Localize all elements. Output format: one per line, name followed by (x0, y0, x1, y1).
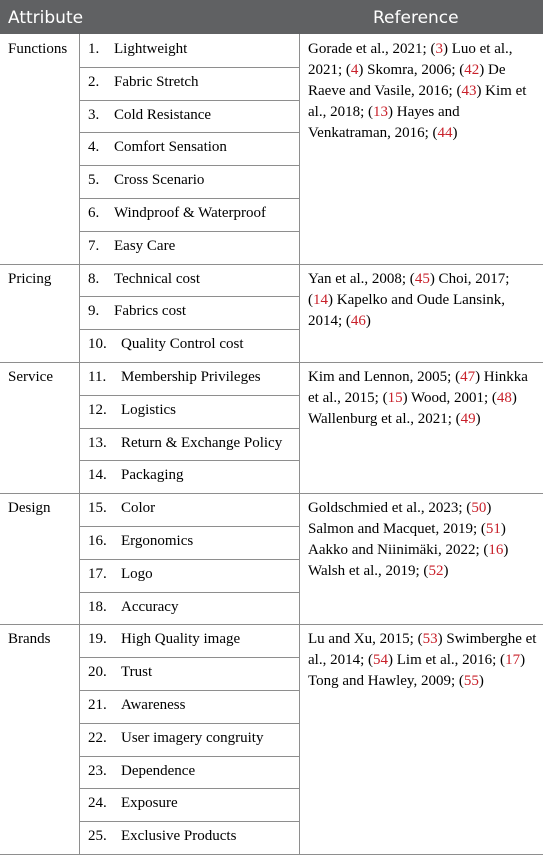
item-label: Quality Control cost (121, 336, 244, 353)
attribute-item (88, 369, 293, 389)
reference-number: 15 (387, 390, 403, 406)
item-label: Lightweight (114, 41, 188, 57)
reference-segment: ) Aakko and Niinimäki, 2022; ( (308, 521, 506, 559)
item-divider (79, 67, 299, 68)
attribute-item (88, 566, 293, 586)
reference-segment: ) Choi, 2017; ( (308, 270, 510, 308)
reference-segment: ) Hinkka et al., 2015; ( (308, 369, 528, 406)
item-divider (79, 132, 299, 133)
item-number: 13. (88, 434, 107, 451)
item-label: Fabrics cost (114, 303, 187, 320)
reference-segment: Lu and Xu, 2015; ( (308, 631, 423, 648)
attribute-item (88, 763, 293, 783)
column-divider (299, 264, 300, 362)
item-divider (79, 460, 299, 461)
item-number: 15. (88, 500, 107, 517)
column-divider (299, 493, 300, 624)
item-number: 20. (88, 664, 107, 681)
item-divider (79, 526, 299, 527)
row-divider (0, 362, 543, 363)
attribute-item (88, 664, 293, 684)
reference-text (308, 498, 538, 582)
item-label: Technical cost (114, 270, 200, 287)
row-divider (0, 854, 543, 855)
attribute-item (88, 467, 293, 487)
reference-number: 43 (461, 83, 477, 99)
item-label: Membership Privileges (121, 369, 261, 385)
attribute-item (88, 172, 293, 192)
item-number: 8. (88, 270, 100, 287)
attribute-item (88, 435, 293, 455)
reference-number: 44 (437, 125, 453, 141)
row-divider (0, 493, 543, 494)
item-label: Dependence (121, 762, 196, 779)
reference-number: 4 (350, 62, 359, 78)
item-number: 21. (88, 697, 107, 713)
reference-number: 14 (313, 291, 328, 308)
reference-segment: ) Wallenburg et al., 2021; ( (308, 390, 517, 427)
attribute-item (88, 139, 293, 159)
category-label: Functions (8, 41, 68, 57)
reference-number: 17 (505, 652, 521, 669)
item-number: 16. (88, 533, 107, 549)
reference-number: 52 (428, 563, 444, 580)
reference-number: 51 (485, 521, 501, 538)
item-divider (79, 395, 299, 396)
item-number: 4. (88, 139, 100, 156)
item-number: 23. (88, 762, 107, 779)
item-divider (79, 821, 299, 822)
reference-segment: ) Swimberghe et al., 2014; ( (308, 631, 537, 669)
attribute-item (88, 303, 293, 323)
header-attribute: Attribute (8, 8, 84, 28)
item-number: 11. (88, 369, 107, 385)
item-divider (79, 165, 299, 166)
attribute-item (88, 500, 293, 520)
item-number: 14. (88, 467, 107, 484)
item-divider (79, 657, 299, 658)
reference-segment: ) (478, 673, 484, 690)
reference-segment: ) De Raeve and Vasile, 2016; ( (308, 62, 506, 99)
item-label: Color (121, 500, 156, 517)
category-label: Pricing (8, 270, 52, 287)
column-divider (299, 34, 300, 264)
reference-segment: ) Kim et al., 2018; ( (308, 83, 527, 120)
reference-text (308, 39, 538, 144)
item-label: Packaging (121, 467, 184, 484)
reference-segment: Gorade et al., 2021; ( (308, 41, 436, 57)
item-divider (79, 559, 299, 560)
item-label: Cross Scenario (114, 172, 205, 189)
column-divider (79, 624, 80, 854)
reference-number: 42 (464, 62, 480, 78)
item-number: 3. (88, 106, 100, 123)
item-divider (79, 788, 299, 789)
item-divider (79, 690, 299, 691)
attribute-item (88, 74, 293, 94)
reference-number: 50 (471, 500, 487, 517)
attribute-item (88, 402, 293, 422)
item-label: Return & Exchange Policy (121, 434, 283, 451)
header-reference: Reference (373, 8, 459, 28)
item-label: User imagery congruity (121, 729, 264, 746)
item-divider (79, 100, 299, 101)
reference-number: 54 (373, 652, 388, 669)
row-divider (0, 264, 543, 265)
item-divider (79, 231, 299, 232)
column-divider (79, 362, 80, 493)
reference-number: 55 (463, 673, 479, 690)
item-number: 18. (88, 598, 107, 615)
attribute-item (88, 533, 293, 553)
table-header (0, 0, 543, 34)
reference-segment: ) Wood, 2001; ( (402, 390, 497, 406)
item-divider (79, 296, 299, 297)
row-divider (0, 624, 543, 625)
reference-number: 13 (373, 104, 388, 120)
item-divider (79, 329, 299, 330)
reference-segment: ) Lim et al., 2016; ( (388, 652, 506, 669)
item-label: Easy Care (114, 237, 176, 254)
item-number: 24. (88, 795, 107, 812)
item-label: Comfort Sensation (114, 139, 227, 156)
item-label: High Quality image (121, 631, 241, 648)
attribute-item (88, 795, 293, 815)
item-label: Fabric Stretch (114, 73, 199, 90)
attribute-item (88, 730, 293, 750)
reference-text (308, 629, 538, 692)
item-label: Cold Resistance (114, 106, 212, 123)
reference-number: 3 (435, 41, 443, 57)
attribute-item (88, 271, 293, 291)
item-divider (79, 756, 299, 757)
attribute-item (88, 41, 293, 61)
attribute-item (88, 238, 293, 258)
reference-number: 49 (460, 411, 476, 427)
attribute-item (88, 828, 293, 848)
item-divider (79, 723, 299, 724)
reference-segment: ) Salmon and Macquet, 2019; ( (308, 500, 492, 538)
item-number: 17. (88, 565, 107, 582)
item-label: Exclusive Products (121, 828, 237, 845)
item-label: Trust (121, 664, 153, 681)
item-number: 7. (88, 237, 100, 254)
column-divider (79, 493, 80, 624)
item-number: 9. (88, 303, 100, 320)
column-divider (299, 362, 300, 493)
reference-number: 16 (488, 542, 504, 559)
item-divider (79, 592, 299, 593)
reference-number: 45 (414, 270, 430, 287)
item-divider (79, 428, 299, 429)
item-label: Accuracy (121, 598, 179, 615)
column-divider (79, 34, 80, 264)
reference-segment: Yan et al., 2008; ( (308, 270, 415, 287)
item-number: 19. (88, 631, 107, 648)
reference-number: 47 (460, 369, 476, 385)
reference-segment: ) (443, 563, 449, 580)
reference-segment: ) Skomra, 2006; ( (358, 62, 465, 78)
item-number: 25. (88, 828, 107, 845)
reference-segment: ) (475, 411, 481, 427)
item-number: 10. (88, 336, 107, 353)
attribute-item (88, 107, 293, 127)
reference-segment: ) Kapelko and Oude Lansink, 2014; ( (308, 291, 506, 329)
reference-segment: ) Luo et al., 2021; ( (308, 41, 513, 78)
item-label: Logo (121, 565, 153, 582)
item-label: Awareness (121, 697, 186, 713)
attribute-item (88, 205, 293, 225)
item-label: Exposure (121, 795, 178, 812)
reference-segment: ) Hayes and Venkatraman, 2016; ( (308, 104, 460, 141)
item-divider (79, 198, 299, 199)
item-number: 5. (88, 172, 100, 189)
reference-text (308, 269, 538, 332)
item-number: 12. (88, 401, 107, 418)
reference-segment: Goldschmied et al., 2023; ( (308, 500, 472, 517)
attribute-item (88, 336, 293, 356)
item-number: 22. (88, 729, 107, 746)
reference-number: 53 (422, 631, 438, 648)
category-label: Design (8, 500, 51, 517)
column-divider (79, 264, 80, 362)
item-number: 6. (88, 205, 100, 221)
attribute-item (88, 599, 293, 619)
reference-segment: ) (452, 125, 458, 141)
item-label: Ergonomics (121, 533, 194, 549)
item-label: Logistics (121, 401, 176, 418)
attribute-item (88, 697, 293, 717)
reference-number: 48 (496, 390, 512, 406)
reference-segment: ) Tong and Hawley, 2009; ( (308, 652, 526, 690)
reference-number: 46 (350, 312, 366, 329)
item-label: Windproof & Waterproof (114, 205, 267, 221)
category-label: Brands (8, 631, 51, 648)
reference-segment: Kim and Lennon, 2005; ( (308, 369, 461, 385)
item-number: 2. (88, 73, 100, 90)
attribute-item (88, 631, 293, 651)
reference-segment: ) (365, 312, 371, 329)
reference-segment: ) Walsh et al., 2019; ( (308, 542, 509, 580)
category-label: Service (8, 369, 53, 385)
reference-text (308, 367, 538, 430)
column-divider (299, 624, 300, 854)
item-number: 1. (88, 41, 100, 57)
